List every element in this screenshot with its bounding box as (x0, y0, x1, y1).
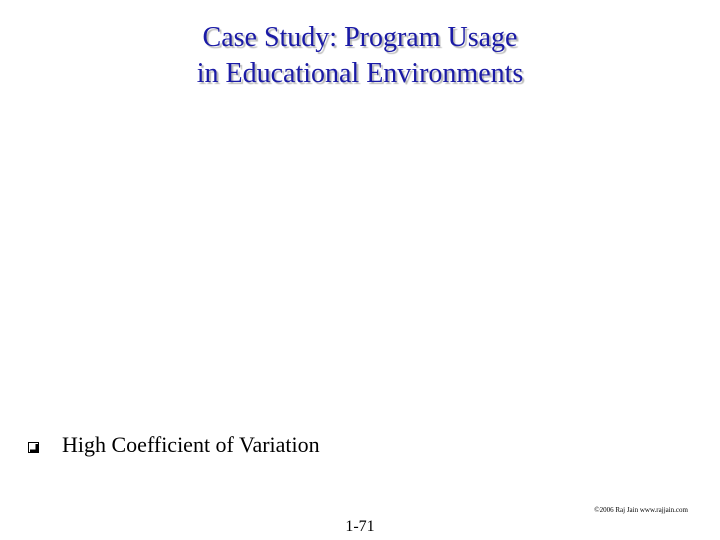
copyright-notice: ©2006 Raj Jain www.rajjain.com (594, 506, 688, 514)
slide-title-line-1: Case Study: Program Usage (202, 22, 518, 53)
checkbox-bullet-icon (28, 440, 39, 451)
bullet-item (28, 430, 320, 460)
page-number: 1-71 (345, 518, 375, 535)
slide-title (60, 20, 660, 92)
bullet-text: High Coefficient of Variation (62, 432, 320, 457)
slide-title-line-2: in Educational Environments (196, 58, 524, 89)
